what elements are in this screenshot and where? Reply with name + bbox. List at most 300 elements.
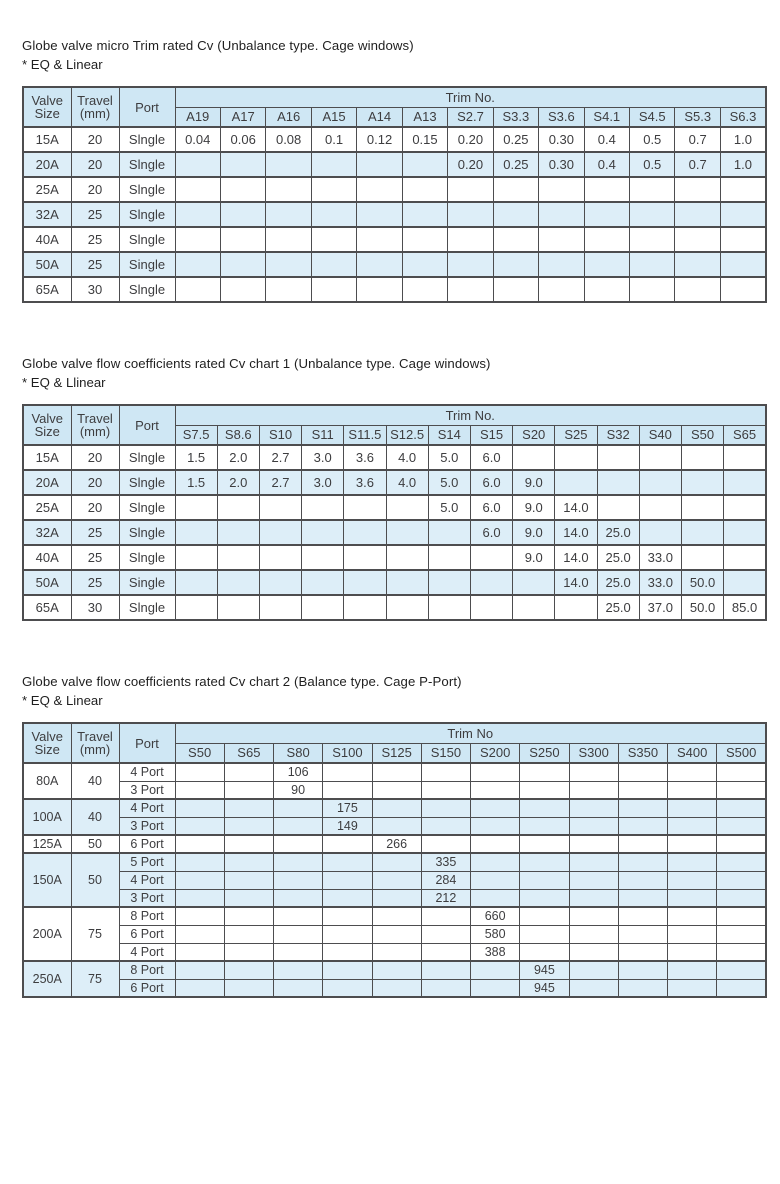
cv-value-cell: 175: [323, 799, 372, 817]
cv-value-cell: [520, 853, 569, 871]
header-travel-line: Travel: [77, 93, 113, 108]
travel-cell: 30: [71, 277, 119, 302]
header-valve-size-line: Size: [34, 424, 60, 439]
cv-value-cell: [675, 227, 720, 252]
cv-value-cell: [259, 545, 301, 570]
cv-value-cell: [302, 520, 344, 545]
trim-col-header: S300: [569, 743, 618, 763]
cv-value-cell: [618, 943, 667, 961]
port-cell: Slngle: [119, 595, 175, 620]
cv-value-cell: 106: [274, 763, 323, 781]
cv-value-cell: [175, 781, 224, 799]
cv-value-cell: 945: [520, 979, 569, 997]
cv-value-cell: [471, 871, 520, 889]
cv-value-cell: [428, 520, 470, 545]
cv-value-cell: 6.0: [470, 470, 512, 495]
cv-value-cell: [372, 925, 421, 943]
cv-value-cell: [520, 799, 569, 817]
cv-value-cell: [386, 595, 428, 620]
cv-value-cell: [224, 799, 273, 817]
cv-value-cell: [224, 817, 273, 835]
trim-col-header: S5.3: [675, 107, 720, 127]
table-title: Globe valve flow coefficients rated Cv chart 2 (Balance type. Cage P-Port): [22, 674, 462, 689]
cv-value-cell: [513, 570, 555, 595]
cv-value-cell: [421, 925, 470, 943]
trim-no-header: Trim No: [175, 723, 766, 743]
table-row: [23, 520, 766, 545]
cv-value-cell: [569, 907, 618, 925]
cv-value-cell: [584, 202, 629, 227]
cv-value-cell: 0.30: [539, 152, 584, 177]
cv-value-cell: [639, 470, 681, 495]
cv-value-cell: [175, 871, 224, 889]
cv-value-cell: [402, 227, 447, 252]
cv-chart2-section: [22, 673, 767, 998]
cv-value-cell: 266: [372, 835, 421, 853]
cv-value-cell: [724, 545, 766, 570]
cv-value-cell: [681, 470, 723, 495]
cv-value-cell: [372, 853, 421, 871]
cv-value-cell: [323, 763, 372, 781]
table-row: [23, 907, 766, 925]
header-travel: [71, 405, 119, 445]
table-row: [23, 871, 766, 889]
cv-value-cell: 660: [471, 907, 520, 925]
cv-value-cell: 388: [471, 943, 520, 961]
port-cell: Slngle: [119, 227, 175, 252]
cv-value-cell: [470, 595, 512, 620]
travel-cell: 20: [71, 495, 119, 520]
cv-value-cell: [569, 961, 618, 979]
cv-value-cell: [428, 545, 470, 570]
cv-value-cell: [668, 817, 717, 835]
cv-value-cell: [266, 227, 311, 252]
cv-value-cell: [539, 227, 584, 252]
cv-value-cell: 85.0: [724, 595, 766, 620]
cv-value-cell: [668, 979, 717, 997]
cv-value-cell: [675, 277, 720, 302]
table-subtitle: * EQ & Linear: [22, 693, 103, 708]
header-port-line: Port: [135, 735, 159, 751]
valve-size-cell: 200A: [23, 907, 71, 961]
cv-value-cell: [224, 871, 273, 889]
cv-value-cell: 6.0: [470, 445, 512, 470]
cv-value-cell: [724, 570, 766, 595]
cv-value-cell: [569, 835, 618, 853]
cv-value-cell: [217, 495, 259, 520]
valve-size-cell: 32A: [23, 520, 71, 545]
header-port-line: Port: [135, 99, 159, 115]
cv-value-cell: [220, 252, 265, 277]
cv-value-cell: 25.0: [597, 595, 639, 620]
cv-value-cell: [224, 961, 273, 979]
cv-value-cell: [569, 799, 618, 817]
valve-size-cell: 15A: [23, 127, 71, 152]
travel-cell: 25: [71, 252, 119, 277]
cv-value-cell: [274, 835, 323, 853]
cv-value-cell: [175, 520, 217, 545]
cv-value-cell: [220, 227, 265, 252]
cv-value-cell: [724, 445, 766, 470]
cv-value-cell: 14.0: [555, 545, 597, 570]
cv-value-cell: [539, 252, 584, 277]
cv-value-cell: [175, 961, 224, 979]
cv-value-cell: [618, 907, 667, 925]
cv-value-cell: [520, 925, 569, 943]
cv-value-cell: 6.0: [470, 495, 512, 520]
valve-size-cell: 125A: [23, 835, 71, 853]
cv-value-cell: [217, 545, 259, 570]
port-cell: 4 Port: [119, 799, 175, 817]
cv-value-cell: [493, 227, 538, 252]
cv-value-cell: 90: [274, 781, 323, 799]
valve-size-cell: 65A: [23, 277, 71, 302]
table-row: [23, 470, 766, 495]
cv-value-cell: [471, 817, 520, 835]
cv-value-cell: [668, 907, 717, 925]
cv-value-cell: [618, 979, 667, 997]
cv-value-cell: [372, 943, 421, 961]
cv-value-cell: [274, 853, 323, 871]
trim-col-header: S200: [471, 743, 520, 763]
header-valve-size-line: Valve: [31, 93, 64, 108]
cv-value-cell: [175, 545, 217, 570]
cv-value-cell: [539, 202, 584, 227]
cv-value-cell: [597, 470, 639, 495]
trim-col-header: S500: [717, 743, 766, 763]
cv-value-cell: 37.0: [639, 595, 681, 620]
trim-col-header: S15: [470, 425, 512, 445]
cv-value-cell: 9.0: [513, 495, 555, 520]
cv-value-cell: 33.0: [639, 545, 681, 570]
cv-value-cell: [302, 495, 344, 520]
table-row: [23, 817, 766, 835]
cv-value-cell: [220, 277, 265, 302]
cv-value-cell: [302, 545, 344, 570]
table-row: [23, 177, 766, 202]
cv-value-cell: [520, 817, 569, 835]
travel-cell: 30: [71, 595, 119, 620]
trim-col-header: S11: [302, 425, 344, 445]
cv-value-cell: [323, 835, 372, 853]
cv-value-cell: 9.0: [513, 520, 555, 545]
cv-value-cell: [471, 853, 520, 871]
cv-value-cell: [630, 252, 675, 277]
cv-value-cell: [266, 277, 311, 302]
cv-value-cell: 9.0: [513, 470, 555, 495]
cv-value-cell: [717, 871, 766, 889]
cv-value-cell: [448, 277, 493, 302]
port-cell: Slngle: [119, 277, 175, 302]
header-port: [119, 87, 175, 127]
cv-value-cell: [175, 889, 224, 907]
cv-value-cell: 1.0: [720, 152, 766, 177]
valve-size-cell: 80A: [23, 763, 71, 799]
cv-value-cell: [668, 853, 717, 871]
travel-cell: 75: [71, 961, 119, 997]
cv-value-cell: [323, 979, 372, 997]
port-cell: Slngle: [119, 495, 175, 520]
trim-col-header: S7.5: [175, 425, 217, 445]
table-row: [23, 252, 766, 277]
travel-cell: 40: [71, 763, 119, 799]
table-row: [23, 943, 766, 961]
table-row: [23, 799, 766, 817]
cv-value-cell: 0.20: [448, 152, 493, 177]
table-row: [23, 781, 766, 799]
cv-value-cell: [618, 817, 667, 835]
trim-col-header: S20: [513, 425, 555, 445]
cv-value-cell: [224, 907, 273, 925]
cv-value-cell: 1.5: [175, 470, 217, 495]
cv-value-cell: [448, 202, 493, 227]
travel-cell: 25: [71, 202, 119, 227]
cv-value-cell: [720, 177, 766, 202]
cv-value-cell: 580: [471, 925, 520, 943]
cv-value-cell: [344, 570, 386, 595]
travel-cell: 20: [71, 445, 119, 470]
cv-value-cell: [323, 907, 372, 925]
cv-value-cell: [175, 152, 220, 177]
micro-trim-section: [22, 37, 767, 303]
trim-col-header: S3.6: [539, 107, 584, 127]
cv-value-cell: [311, 227, 356, 252]
table-row: [23, 570, 766, 595]
cv-value-cell: 284: [421, 871, 470, 889]
cv-value-cell: [569, 781, 618, 799]
cv-value-cell: [717, 925, 766, 943]
cv-value-cell: [618, 871, 667, 889]
header-valve-size-line: Size: [34, 742, 60, 757]
cv-value-cell: [668, 799, 717, 817]
port-cell: Slngle: [119, 152, 175, 177]
valve-size-cell: 150A: [23, 853, 71, 907]
cv-value-cell: [274, 871, 323, 889]
header-port-line: Port: [135, 417, 159, 433]
port-cell: 6 Port: [119, 925, 175, 943]
trim-no-header: Trim No.: [175, 405, 766, 425]
cv-value-cell: [386, 545, 428, 570]
port-cell: Slngle: [119, 202, 175, 227]
cv-value-cell: 14.0: [555, 495, 597, 520]
cv-value-cell: [274, 817, 323, 835]
cv-value-cell: [323, 853, 372, 871]
cv-value-cell: [421, 943, 470, 961]
cv-value-cell: [217, 570, 259, 595]
cv-value-cell: 0.20: [448, 127, 493, 152]
cv-value-cell: 0.08: [266, 127, 311, 152]
cv-value-cell: [471, 799, 520, 817]
cv-value-cell: [584, 227, 629, 252]
header-travel-line: Travel: [77, 729, 113, 744]
trim-no-header: Trim No.: [175, 87, 766, 107]
cv-value-cell: [175, 252, 220, 277]
header-travel: [71, 87, 119, 127]
port-cell: 4 Port: [119, 871, 175, 889]
cv-value-cell: 149: [323, 817, 372, 835]
cv-value-cell: [717, 889, 766, 907]
trim-col-header: S125: [372, 743, 421, 763]
cv-value-cell: [266, 152, 311, 177]
cv-value-cell: [724, 495, 766, 520]
port-cell: Slngle: [119, 177, 175, 202]
cv-value-cell: 33.0: [639, 570, 681, 595]
cv-value-cell: [402, 152, 447, 177]
table-title: Globe valve flow coefficients rated Cv chart 1 (Unbalance type. Cage windows): [22, 356, 491, 371]
cv-value-cell: 6.0: [470, 520, 512, 545]
table-row: [23, 227, 766, 252]
cv-value-cell: [597, 445, 639, 470]
cv-value-cell: [471, 763, 520, 781]
cv-value-cell: [717, 763, 766, 781]
cv-value-cell: 0.4: [584, 152, 629, 177]
cv-value-cell: [520, 889, 569, 907]
trim-col-header: S400: [668, 743, 717, 763]
cv-value-cell: [224, 835, 273, 853]
trim-col-header: S25: [555, 425, 597, 445]
cv-value-cell: [668, 961, 717, 979]
cv-value-cell: [584, 177, 629, 202]
valve-size-cell: 40A: [23, 545, 71, 570]
cv-value-cell: [372, 781, 421, 799]
cv-value-cell: [717, 781, 766, 799]
table-subtitle: * EQ & Linear: [22, 57, 103, 72]
cv-value-cell: [597, 495, 639, 520]
cv-value-cell: [323, 781, 372, 799]
port-cell: Single: [119, 570, 175, 595]
cv-value-cell: [471, 781, 520, 799]
cv-value-cell: [569, 979, 618, 997]
table-row: [23, 127, 766, 152]
cv-value-cell: 3.6: [344, 445, 386, 470]
header-travel-line: (mm): [79, 424, 111, 439]
cv-value-cell: 2.7: [259, 445, 301, 470]
cv-value-cell: [471, 835, 520, 853]
cv-value-cell: [175, 979, 224, 997]
table-subtitle: * EQ & Llinear: [22, 375, 106, 390]
table-row: [23, 889, 766, 907]
cv-value-cell: [224, 943, 273, 961]
cv-value-cell: 0.06: [220, 127, 265, 152]
cv-value-cell: [344, 495, 386, 520]
travel-cell: 20: [71, 127, 119, 152]
cv-value-cell: [274, 799, 323, 817]
cv-value-cell: [421, 961, 470, 979]
micro-trim-cv-table: [22, 86, 767, 303]
cv-value-cell: [274, 889, 323, 907]
cv-value-cell: [402, 177, 447, 202]
table-row: [23, 763, 766, 781]
cv-value-cell: [668, 781, 717, 799]
cv-value-cell: [421, 907, 470, 925]
cv-value-cell: 0.7: [675, 127, 720, 152]
cv-value-cell: [175, 763, 224, 781]
travel-cell: 25: [71, 545, 119, 570]
cv-value-cell: [217, 520, 259, 545]
cv-value-cell: 50.0: [681, 595, 723, 620]
cv-value-cell: [311, 152, 356, 177]
trim-col-header: S11.5: [344, 425, 386, 445]
cv-value-cell: 0.5: [630, 127, 675, 152]
cv-value-cell: [311, 177, 356, 202]
cv-value-cell: [555, 595, 597, 620]
travel-cell: 20: [71, 177, 119, 202]
port-cell: 3 Port: [119, 889, 175, 907]
cv-value-cell: [274, 979, 323, 997]
travel-cell: 20: [71, 152, 119, 177]
cv-value-cell: 4.0: [386, 445, 428, 470]
cv-value-cell: 14.0: [555, 570, 597, 595]
cv-value-cell: [323, 925, 372, 943]
cv-value-cell: 212: [421, 889, 470, 907]
cv-value-cell: [224, 853, 273, 871]
cv-value-cell: [323, 889, 372, 907]
header-valve-size-line: Valve: [31, 411, 64, 426]
cv-value-cell: [520, 907, 569, 925]
valve-size-cell: 15A: [23, 445, 71, 470]
cv-value-cell: [402, 277, 447, 302]
cv-value-cell: [372, 799, 421, 817]
cv-value-cell: [569, 817, 618, 835]
cv-value-cell: [402, 202, 447, 227]
cv-value-cell: [720, 227, 766, 252]
cv-value-cell: [520, 943, 569, 961]
cv-value-cell: [720, 252, 766, 277]
travel-cell: 20: [71, 470, 119, 495]
table-row: [23, 545, 766, 570]
cv-value-cell: 3.0: [302, 470, 344, 495]
cv-value-cell: [569, 889, 618, 907]
cv-value-cell: [372, 817, 421, 835]
cv-value-cell: [668, 835, 717, 853]
header-valve-size: [23, 87, 71, 127]
cv-value-cell: 2.0: [217, 470, 259, 495]
trim-col-header: S14: [428, 425, 470, 445]
cv-value-cell: [493, 252, 538, 277]
cv-value-cell: [618, 763, 667, 781]
trim-col-header: A13: [402, 107, 447, 127]
cv-value-cell: [421, 835, 470, 853]
travel-cell: 40: [71, 799, 119, 835]
cv-value-cell: [555, 470, 597, 495]
travel-cell: 25: [71, 570, 119, 595]
cv-value-cell: [266, 202, 311, 227]
cv-value-cell: [584, 252, 629, 277]
travel-cell: 50: [71, 835, 119, 853]
cv-value-cell: [618, 781, 667, 799]
cv-value-cell: [302, 570, 344, 595]
trim-col-header: A15: [311, 107, 356, 127]
cv-value-cell: [520, 781, 569, 799]
cv-value-cell: [421, 763, 470, 781]
cv-value-cell: [372, 979, 421, 997]
valve-size-cell: 50A: [23, 570, 71, 595]
table-title: Globe valve micro Trim rated Cv (Unbalance type. Cage windows): [22, 38, 414, 53]
cv-value-cell: [372, 763, 421, 781]
table-row: [23, 495, 766, 520]
cv-value-cell: [175, 799, 224, 817]
trim-col-header: S4.5: [630, 107, 675, 127]
header-valve-size-line: Size: [34, 106, 60, 121]
cv-value-cell: [357, 277, 402, 302]
travel-cell: 75: [71, 907, 119, 961]
cv-value-cell: [720, 202, 766, 227]
cv-value-cell: [630, 177, 675, 202]
cv-value-cell: [717, 835, 766, 853]
cv-value-cell: [266, 177, 311, 202]
cv-value-cell: [386, 495, 428, 520]
header-valve-size: [23, 723, 71, 763]
